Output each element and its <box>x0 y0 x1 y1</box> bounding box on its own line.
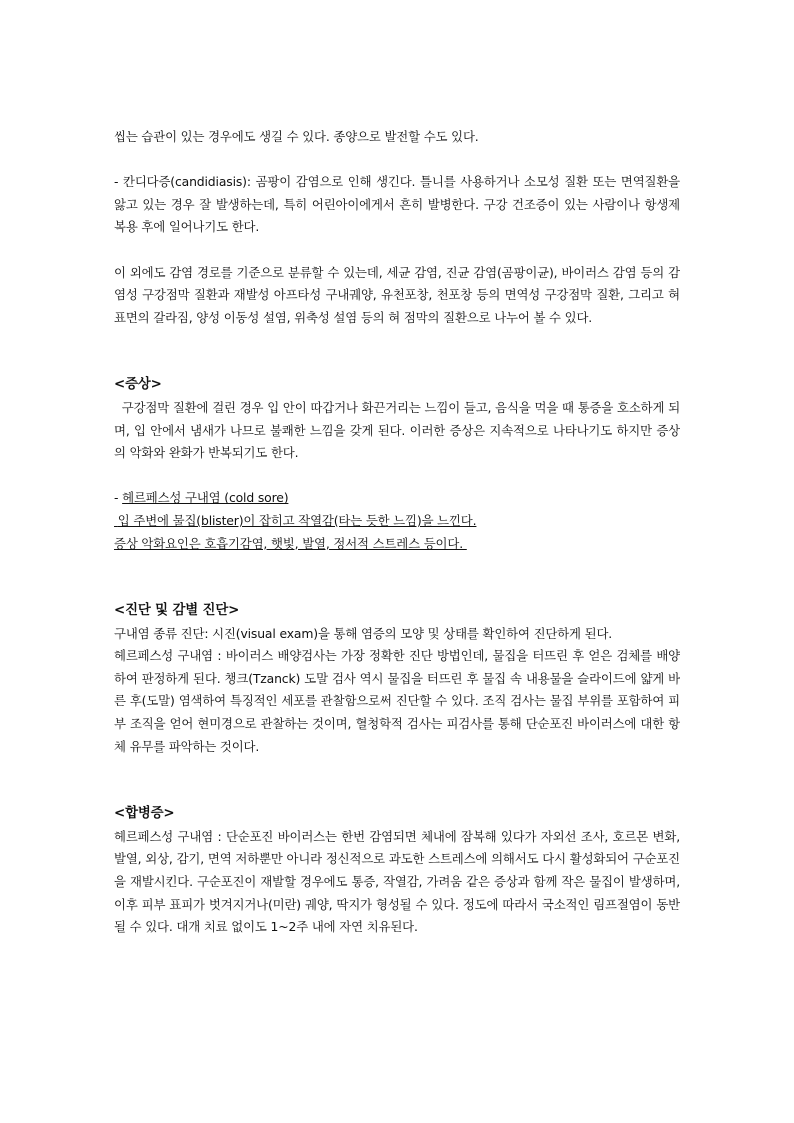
herpes-blister-text: 입 주변에 물집(blister)이 잡히고 작열감(타는 듯한 느낌)을 느낀다. <box>114 512 477 528</box>
paragraph-symptoms: 구강점막 질환에 걸린 경우 입 안이 따갑거나 화끈거리는 느낌이 들고, 음식을 먹을 때 통증을 호소하게 되며, 입 안에서 냄새가 나므로 불쾌한 느낌을 갖게 된다. 이러한 증상은 지속적으로 나타나기도 하지만 증상의 악화와 완화가 반복되기도 한다. <box>114 399 681 461</box>
paragraph-diagnosis-herpes: 헤르페스성 구내염 : 바이러스 배양검사는 가장 정확한 진단 방법인데, 물집을 터뜨린 후 얻은 검체를 배양하여 판정하게 된다. 챙크(Tzanck) 도말 검사 역시 물집을 터뜨린 후 물집 속 내용물을 슬라이드에 얇게 바른 후(도말) 염색하여 특징적인 세포를 관찰함으로써 진단할 수 있다. 조직 검사는 물집 부위를 포함하여 피부 조직을 얻어 현미경으로 관찰하는 것이며, 혈청학적 검사는 피검사를 통해 단순포진 바이러스에 대한 항체 유무를 파악하는 것이다. <box>114 648 680 754</box>
heading-symptoms: <증상> <box>114 377 162 393</box>
paragraph-chewing: 씹는 습관이 있는 경우에도 생길 수 있다. 종양으로 발전할 수도 있다. <box>114 129 479 144</box>
heading-diagnosis: <진단 및 감별 진단> <box>114 603 240 619</box>
heading-complications: <합병증> <box>114 806 175 822</box>
document-body <box>114 126 680 939</box>
paragraph-complications: 헤르페스성 구내염 : 단순포진 바이러스는 한번 감염되면 체내에 잠복해 있다가 자외선 조사, 호르몬 변화, 발열, 외상, 감기, 면역 저하뿐만 아니라 정신적으로 과도한 스트레스에 의해서도 다시 활성화되어 구순포진을 재발시킨다. 구순포진이 재발할 경우에도 통증, 작열감, 가려움 같은 증상과 함께 작은 물집이 발생하며, 이후 피부 표피가 벗겨지거나(미란) 궤양, 딱지가 형성될 수 있다. 정도에 따라서 국소적인 림프절염이 동반될 수 있다. 대개 치료 없이도 1~2주 내에 자연 치유된다. <box>114 828 680 935</box>
herpes-line-blister <box>114 510 680 533</box>
paragraph-diagnosis-type: 구내염 종류 진단: 시진(visual exam)을 통해 염증의 모양 및 상태를 확인하여 진단하게 된다. <box>114 625 613 641</box>
herpes-title-line <box>114 487 680 510</box>
paragraph-candidiasis: - 칸디다증(candidiasis): 곰팡이 감염으로 인해 생긴다. 틀니를 사용하거나 소모성 질환 또는 면역질환을 앓고 있는 경우 잘 발생하는데, 특히 어린아이에게서 흔히 발병한다. 구강 건조증이 있는 사람이나 항생제 복용 후에 일어나기도 한다. <box>114 174 680 235</box>
herpes-prefix: - <box>114 490 123 506</box>
herpes-title: 헤르페스성 구내염 (cold sore) <box>122 490 289 506</box>
paragraph-classification: 이 외에도 감염 경로를 기준으로 분류할 수 있는데, 세균 감염, 진균 감염(곰팡이균), 바이러스 감염 등의 감염성 구강점막 질환과 재발성 아프타성 구내궤양, 유천포창, 천포창 등의 면역성 구강점막 질환, 그리고 혀 표면의 갈라짐, 양성 이동성 설염, 위축성 설염 등의 혀 점막의 질환으로 나누어 볼 수 있다. <box>114 264 680 325</box>
herpes-line-aggravating <box>114 533 680 556</box>
herpes-aggravating-text: 증상 악화요인은 호흡기감염, 햇빛, 발열, 정서적 스트레스 등이다. <box>114 535 467 551</box>
